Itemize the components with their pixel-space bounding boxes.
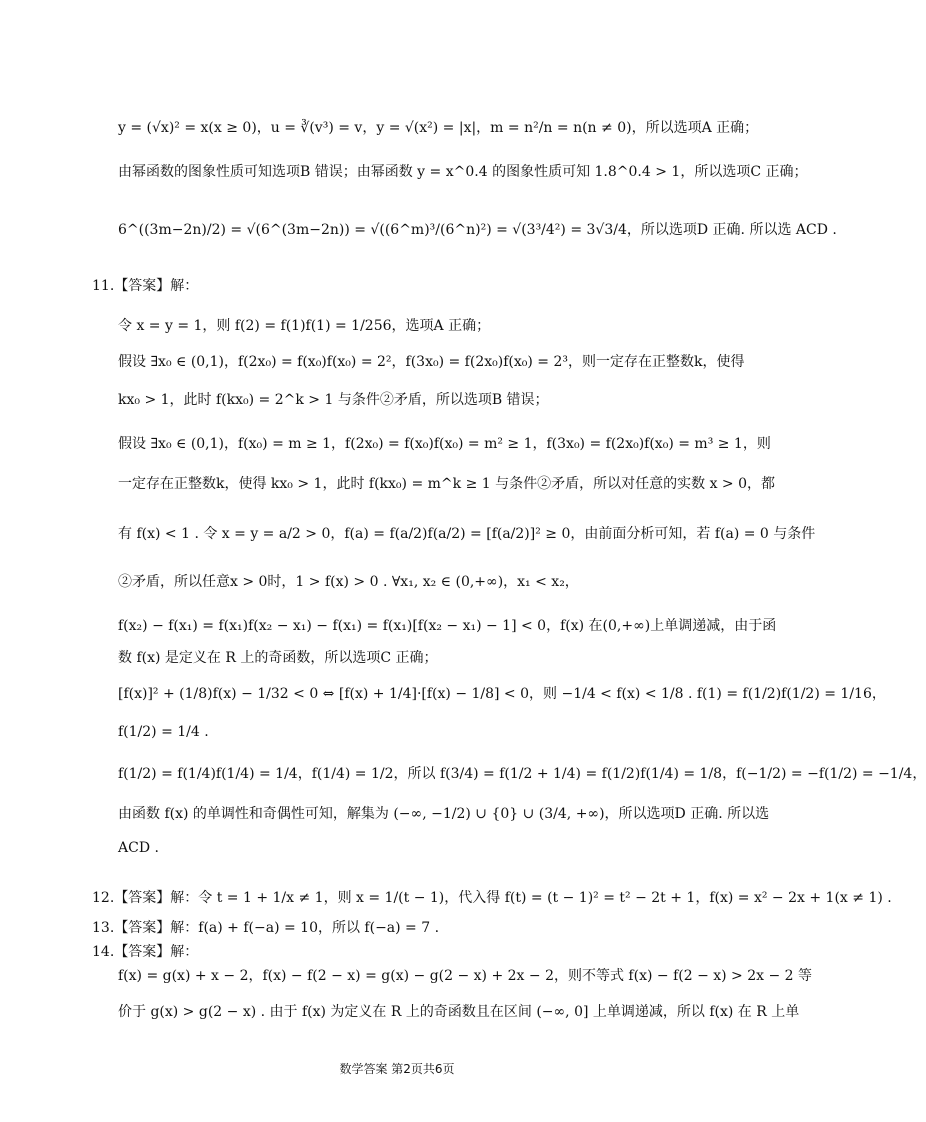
page-footer: 数学答案 第2页共6页 <box>339 1062 455 1076</box>
answer-line: 令 x = y = 1，则 f(2) = f(1)f(1) = 1/256，选项A 正确； <box>118 318 491 334</box>
answer-line: 12.【答案】解：令 t = 1 + 1/x ≠ 1，则 x = 1/(t − 1)，代入得 f(t) = (t − 1)² = t² − 2t + 1，f(x) = x² − 2x + 1(x ≠ 1) . <box>92 890 892 906</box>
answer-line: f(1/2) = 1/4 . <box>118 724 209 740</box>
answer-line: 价于 g(x) > g(2 − x) . 由于 f(x) 为定义在 R 上的奇函数且在区间 (−∞, 0] 上单调递减，所以 f(x) 在 R 上单 <box>118 1004 800 1020</box>
answer-line: kx₀ > 1，此时 f(kx₀) = 2^k > 1 与条件②矛盾，所以选项B 错误； <box>118 392 549 408</box>
answer-line: 数 f(x) 是定义在 R 上的奇函数，所以选项C 正确； <box>118 650 438 666</box>
answer-line: 由幂函数的图象性质可知选项B 错误；由幂函数 y = x^0.4 的图象性质可知 1.8^0.4 > 1，所以选项C 正确； <box>118 164 808 180</box>
answer-line: 13.【答案】解：f(a) + f(−a) = 10，所以 f(−a) = 7 . <box>92 920 440 936</box>
answer-line: ②矛盾，所以任意x > 0时，1 > f(x) > 0 . ∀x₁, x₂ ∈ (0,+∞)，x₁ < x₂， <box>118 574 579 590</box>
answer-line: 由函数 f(x) 的单调性和奇偶性可知，解集为 (−∞, −1/2) ∪ {0} ∪ (3/4, +∞)，所以选项D 正确. 所以选 <box>118 806 770 822</box>
answer-line: ACD . <box>118 840 159 856</box>
answer-line: f(x) = g(x) + x − 2，f(x) − f(2 − x) = g(x) − g(2 − x) + 2x − 2，则不等式 f(x) − f(2 − x) > 2x − 2 等 <box>118 968 813 984</box>
answer-line: f(1/2) = f(1/4)f(1/4) = 1/4，f(1/4) = 1/2，所以 f(3/4) = f(1/2 + 1/4) = f(1/2)f(1/4) = 1/8，f(−1/2) = −f(1/2) = −1/4， <box>118 766 926 782</box>
answer-line: 一定存在正整数k，使得 kx₀ > 1，此时 f(kx₀) = m^k ≥ 1 与条件②矛盾，所以对任意的实数 x > 0，都 <box>118 476 776 492</box>
answer-line: 14.【答案】解： <box>92 944 199 960</box>
answer-line: [f(x)]² + (1/8)f(x) − 1/32 < 0 ⇔ [f(x) + 1/4]·[f(x) − 1/8] < 0，则 −1/4 < f(x) < 1/8 . f(1) = f(1/2)f(1/2) = 1/16， <box>118 686 886 702</box>
answer-line: 有 f(x) < 1 . 令 x = y = a/2 > 0，f(a) = f(a/2)f(a/2) = [f(a/2)]² ≥ 0，由前面分析可知，若 f(a) = 0 与条件 <box>118 526 816 542</box>
answer-line: 假设 ∃x₀ ∈ (0,1)，f(2x₀) = f(x₀)f(x₀) = 2²，f(3x₀) = f(2x₀)f(x₀) = 2³，则一定存在正整数k，使得 <box>118 354 745 370</box>
answer-line: 假设 ∃x₀ ∈ (0,1)，f(x₀) = m ≥ 1，f(2x₀) = f(x₀)f(x₀) = m² ≥ 1，f(3x₀) = f(2x₀)f(x₀) = m³ ≥ 1，则 <box>118 436 771 452</box>
answer-line: y = (√x)² = x(x ≥ 0)，u = ∛(v³) = v，y = √(x²) = |x|，m = n²/n = n(n ≠ 0)，所以选项A 正确； <box>118 120 759 136</box>
answer-line: f(x₂) − f(x₁) = f(x₁)f(x₂ − x₁) − f(x₁) = f(x₁)[f(x₂ − x₁) − 1] < 0，f(x) 在(0,+∞)上单调递减，由于函 <box>118 618 777 634</box>
answer-line: 6^((3m−2n)/2) = √(6^(3m−2n)) = √((6^m)³/(6^n)²) = √(3³/4²) = 3√3/4，所以选项D 正确. 所以选 ACD . <box>118 222 837 238</box>
answer-line: 11.【答案】解： <box>92 278 199 294</box>
